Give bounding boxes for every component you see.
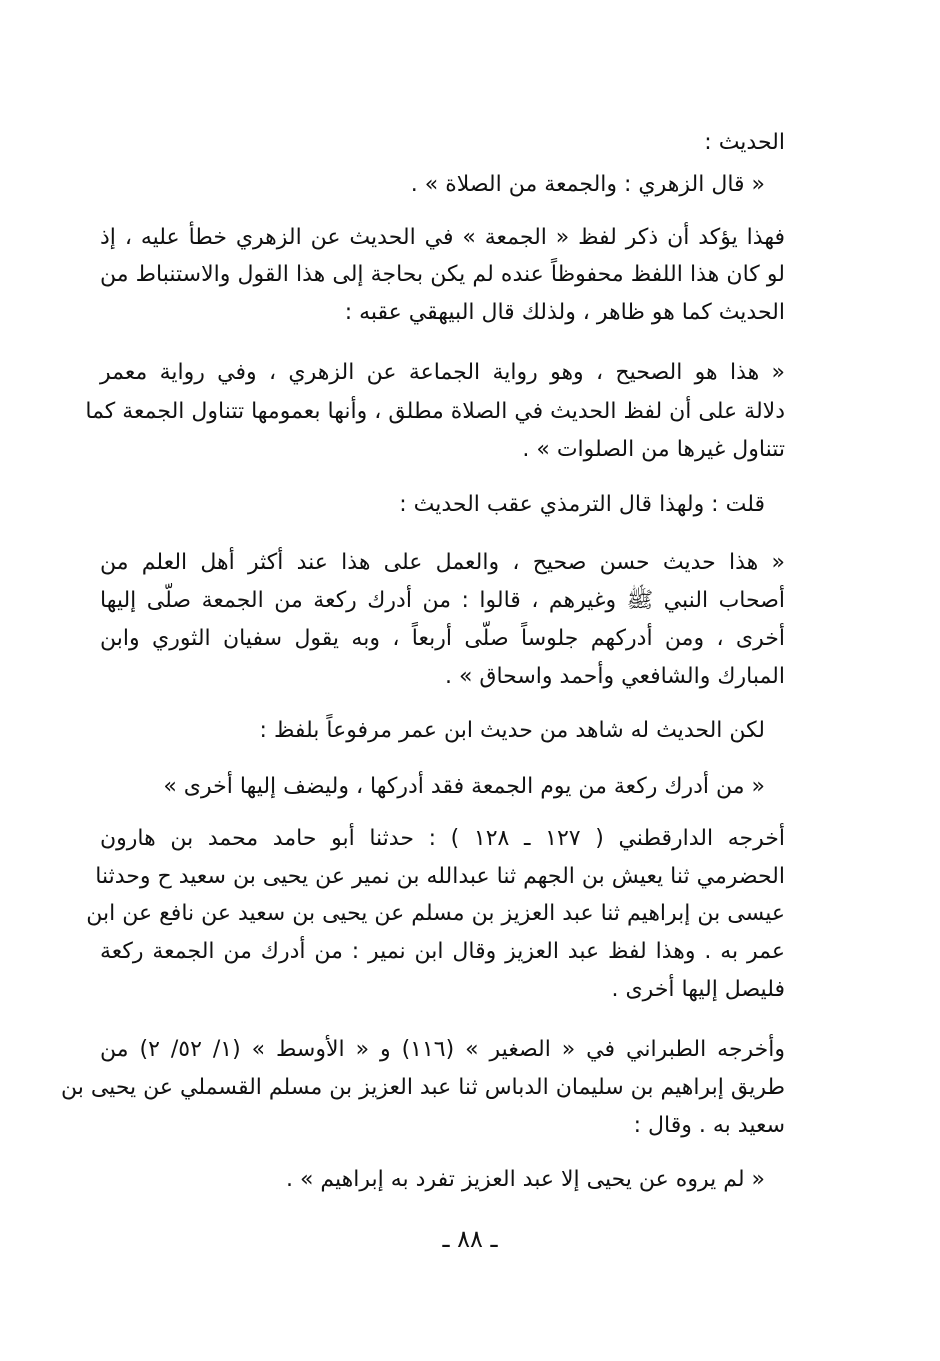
text-line: سعيد به . وقال : bbox=[633, 1113, 785, 1138]
text-line: عمر به . وهذا لفظ عبد العزيز وقال ابن نمير : من أدرك من الجمعة ركعة bbox=[100, 939, 785, 964]
text-line: لكن الحديث له شاهد من حديث ابن عمر مرفوعاً بلفظ : bbox=[259, 718, 765, 743]
text-line: الحديث كما هو ظاهر ، ولذلك قال البيهقي عقبه : bbox=[344, 300, 785, 325]
text-line: أخرجه الدارقطني ( ١٢٧ ـ ١٢٨ ) : حدثنا أبو حامد محمد بن هارون bbox=[100, 826, 786, 851]
text-line: طريق إبراهيم بن سليمان الدباس ثنا عبد العزيز بن مسلم القسملي عن يحيى بن bbox=[60, 1075, 785, 1100]
text-line: فليصل إليها أخرى . bbox=[611, 977, 785, 1002]
text-line: « قال الزهري : والجمعة من الصلاة » . bbox=[410, 172, 765, 197]
text-line: أخرى ، ومن أدركهم جلوساً صلّى أربعاً ، وبه يقول سفيان الثوري وابن bbox=[100, 626, 785, 651]
text-line: دلالة على أن لفظ الحديث في الصلاة مطلق ، وأنها بعمومها تتناول الجمعة كما bbox=[85, 399, 785, 424]
text-line: تتناول غيرها من الصلوات » . bbox=[522, 437, 785, 462]
text-line: « من أدرك ركعة من يوم الجمعة فقد أدركها ، وليضف إليها أخرى » bbox=[163, 774, 765, 799]
text-line: « هذا حديث حسن صحيح ، والعمل على هذا عند أكثر أهل العلم من bbox=[100, 550, 785, 575]
text-line: « لم يروه عن يحيى إلا عبد العزيز تفرد به إبراهيم » . bbox=[285, 1167, 765, 1192]
text-line: وأخرجه الطبراني في « الصغير » (١١٦) و « الأوسط » (١/ ٥٢/ ٢) من bbox=[100, 1037, 786, 1062]
text-line: الحديث : bbox=[704, 130, 785, 155]
text-line: المبارك والشافعي وأحمد واسحاق » . bbox=[444, 664, 785, 689]
text-line: لو كان هذا اللفظ محفوظاً عنده لم يكن بحاجة إلى هذا القول والاستنباط من bbox=[100, 262, 785, 287]
page-number: ـ ٨٨ ـ bbox=[442, 1225, 498, 1253]
text-line: قلت : ولهذا قال الترمذي عقب الحديث : bbox=[399, 492, 765, 517]
text-line: أصحاب النبي ﷺ وغيرهم ، قالوا : من أدرك ركعة من الجمعة صلّى إليها bbox=[100, 588, 785, 613]
text-line: عيسى بن إبراهيم ثنا عبد العزيز بن مسلم عن يحيى بن سعيد عن نافع عن ابن bbox=[86, 901, 785, 926]
text-line: فهذا يؤكد أن ذكر لفظ « الجمعة » في الحديث عن الزهري خطأ عليه ، إذ bbox=[100, 225, 785, 250]
text-line: « هذا هو الصحيح ، وهو رواية الجماعة عن الزهري ، وفي رواية معمر bbox=[100, 360, 785, 385]
text-line: الحضرمي ثنا يعيش بن الجهم ثنا عبدالله بن نمير عن يحيى بن سعيد ح وحدثنا bbox=[95, 864, 785, 889]
